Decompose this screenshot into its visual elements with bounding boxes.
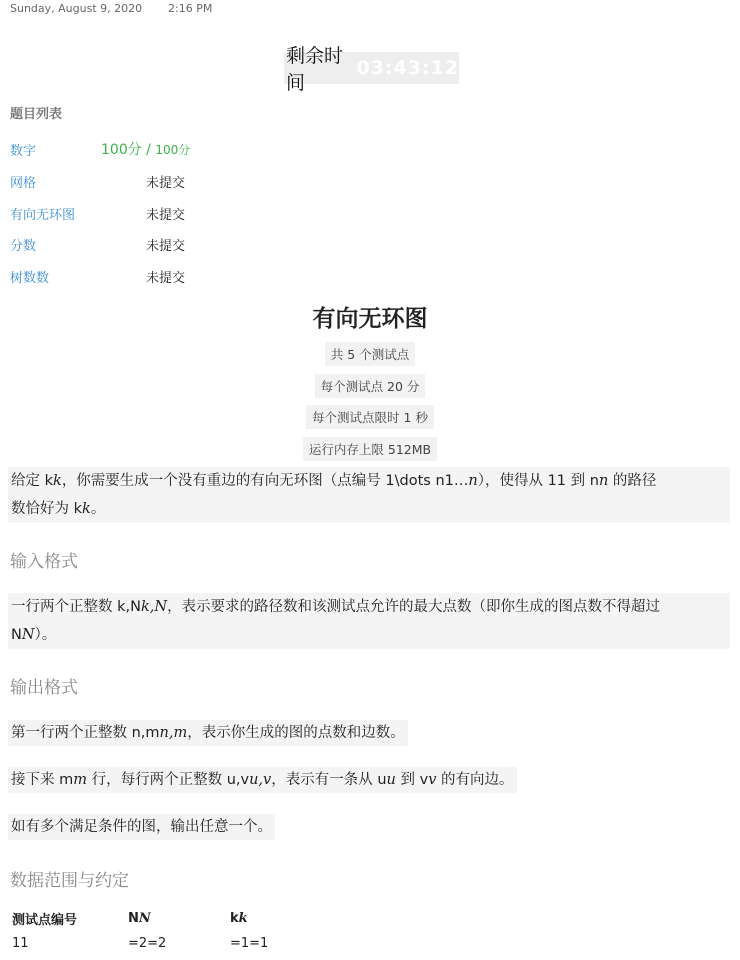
problem-status-4: 未提交 — [146, 239, 186, 254]
problem-statement — [8, 467, 730, 523]
problem-title: 有向无环图 — [312, 306, 428, 332]
info-time-limit: 每个测试点限时 1 秒 — [306, 405, 434, 429]
output-line-2 — [8, 767, 517, 793]
statement-text: 。 — [90, 501, 106, 517]
problem-status-2: 未提交 — [146, 176, 186, 191]
problem-list-heading: 题目列表 — [10, 107, 63, 122]
math-v: v — [428, 772, 437, 788]
table-header-row — [12, 906, 310, 930]
output-line-3 — [8, 814, 275, 840]
score-total: 100分 — [155, 143, 191, 157]
math-n-m: n,m — [159, 725, 188, 741]
data-range-heading: 数据范围与约定 — [10, 871, 129, 891]
score-main: 100分 / — [101, 142, 156, 158]
math-n: N — [21, 627, 35, 643]
info-points: 每个测试点 20 分 — [315, 374, 426, 398]
problem-link-5[interactable]: 树数数 — [10, 271, 50, 286]
output-text: 如有多个满足条件的图，输出任意一个。 — [8, 814, 275, 840]
math-n: n — [468, 473, 478, 489]
output-text: ，表示你生成的图的点数和边数。 — [187, 725, 405, 741]
problem-score-1 — [101, 139, 190, 159]
math-n: n — [598, 473, 609, 489]
problem-link-4[interactable]: 分数 — [10, 239, 37, 254]
output-text: 到 v — [395, 772, 429, 788]
input-format-heading: 输入格式 — [10, 552, 78, 572]
problem-status-3: 未提交 — [146, 208, 186, 223]
output-text: 接下来 m — [11, 772, 74, 788]
cell-n: =2=2 — [128, 935, 167, 951]
table-row — [12, 930, 310, 956]
statement-text: ），使得从 11 到 n — [477, 473, 599, 489]
output-text: 第一行两个正整数 n,m — [11, 725, 160, 741]
output-line-1 — [8, 720, 408, 746]
input-format-text — [8, 593, 730, 649]
time-text: 2:16 PM — [168, 2, 213, 15]
date-text: Sunday, August 9, 2020 — [10, 2, 143, 15]
math-u: u — [386, 772, 396, 788]
input-text: ）。 — [34, 627, 57, 643]
timer-value: 03:43:12 — [356, 57, 459, 79]
math-u-v: u,v — [249, 772, 272, 788]
timer-label: 剩余时间 — [286, 45, 344, 94]
problem-status-5: 未提交 — [146, 271, 186, 286]
problem-link-1[interactable]: 数字 — [10, 144, 37, 159]
cell-k: =1=1 — [230, 935, 269, 951]
constraints-table — [12, 906, 310, 956]
math-k: k — [53, 473, 62, 489]
input-text: 一行两个正整数 k,N — [11, 599, 141, 615]
info-memory-limit: 运行内存上限 512MB — [303, 437, 437, 461]
info-test-count: 共 5 个测试点 — [325, 342, 415, 366]
col-header-test-id: 测试点编号 — [12, 912, 78, 928]
col-header-k: kk — [230, 910, 248, 926]
input-text: ，表示要求的路径数和该测试点允许的最大点数（即你生成的图点数不得超过 — [167, 599, 661, 615]
col-header-n: NN — [128, 910, 151, 926]
statement-text: 给定 k — [11, 473, 54, 489]
countdown-timer — [284, 45, 459, 94]
statement-text: ，你需要生成一个没有重边的有向无环图（点编号 1\dots n1… — [61, 473, 469, 489]
math-k: k — [82, 501, 91, 517]
output-format-heading: 输出格式 — [10, 678, 78, 698]
input-text: N — [11, 627, 22, 643]
output-text: 的有向边。 — [436, 772, 514, 788]
problem-link-2[interactable]: 网格 — [10, 176, 37, 191]
statement-text: 的路径 — [608, 473, 657, 489]
output-text: ，表示有一条从 u — [271, 772, 387, 788]
statement-text: 数恰好为 k — [11, 501, 83, 517]
problem-link-3[interactable]: 有向无环图 — [10, 208, 76, 223]
math-k-n: k,N — [140, 599, 168, 615]
cell-test-id: 11 — [12, 935, 29, 951]
output-text: 行，每行两个正整数 u,v — [86, 772, 250, 788]
math-m: m — [73, 772, 87, 788]
